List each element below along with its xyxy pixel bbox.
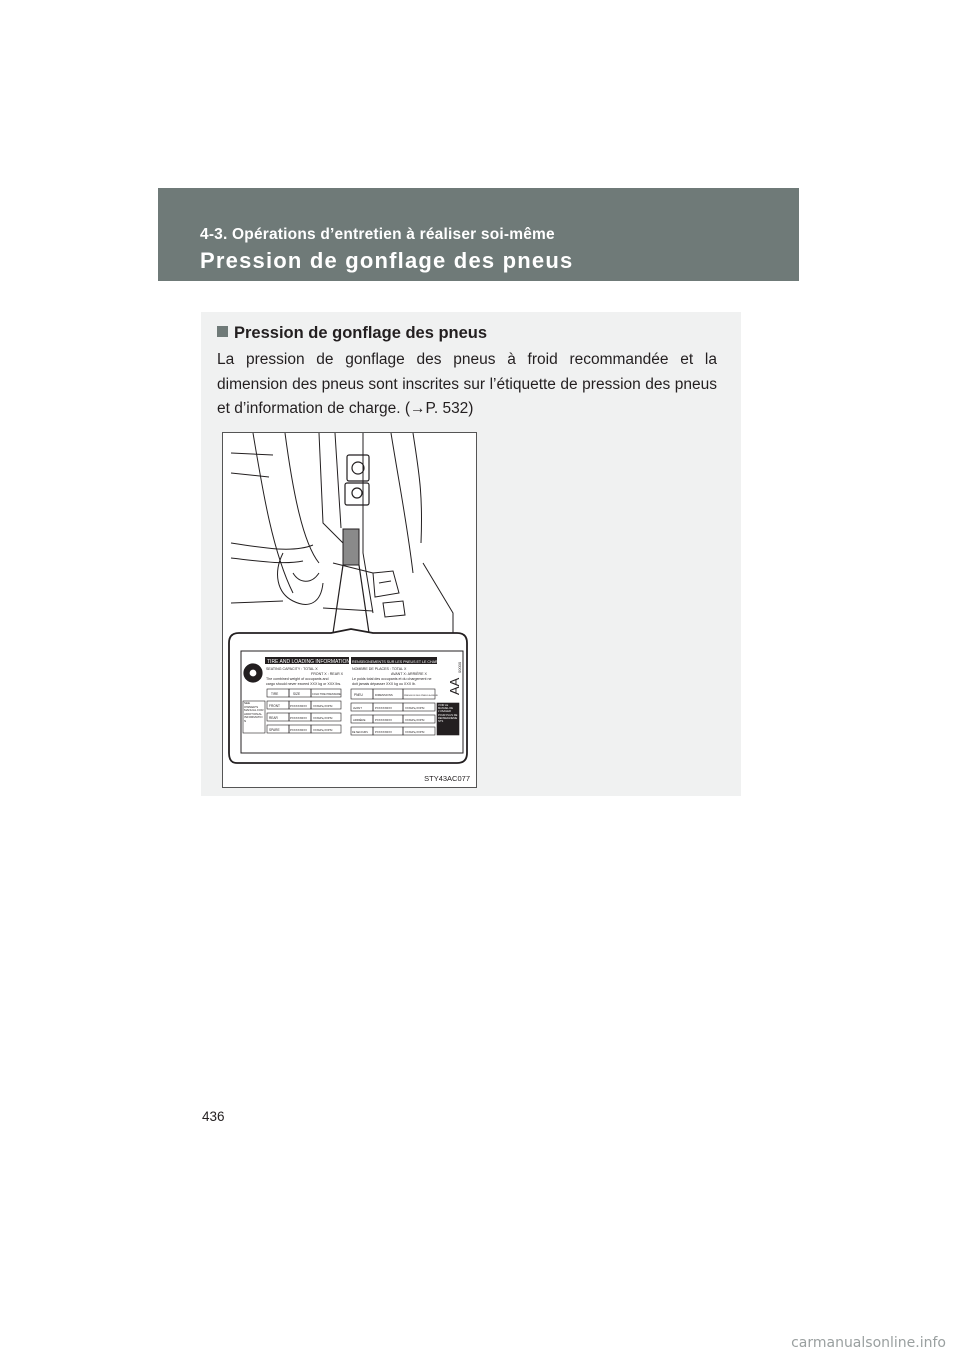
label-en-row-front: FRONT: [269, 704, 280, 708]
label-fr-avant: AVANT X: ARRIÈRE X: [391, 672, 427, 676]
watermark: carmanualsonline.info: [791, 1335, 946, 1351]
label-en-capacity: SEATING CAPACITY : TOTAL X: [266, 667, 318, 671]
figure-code: STY43AC077: [424, 774, 470, 783]
body-paragraph: La pression de gonflage des pneus à froid recommandée et la dimension des pneus sont inscrites sur l’étiquette de pression des pneus et d’information de charge. (→P. 532): [217, 351, 717, 417]
label-en-header-size: SIZE: [293, 692, 301, 696]
label-en-row-rear-size: PXXXXXRXX: [290, 716, 307, 720]
page-title: Pression de gonflage des pneus: [200, 248, 574, 273]
label-en-header-pressure: COLD TIRE PRESSURE: [312, 693, 341, 696]
label-en-row-rear: REAR: [269, 716, 278, 720]
label-fr-title: RENSEIGNEMENTS SUR LES PNEUS ET LE CHARGEMENT: [352, 660, 453, 664]
label-fr-header-pneu: PNEU: [354, 693, 363, 697]
label-fr-poids-1: Le poids total des occupants et du chargement ne: [352, 677, 432, 681]
label-en-row-spare-pressure: XXXkPa,XXPSI: [313, 728, 333, 732]
door-pillar-drawing: [223, 433, 476, 787]
label-en-title: TIRE AND LOADING INFORMATION: [267, 659, 350, 665]
label-fr-header-pressure: PRESSION DES PNEUS À FROID: [404, 695, 439, 697]
label-en-row-front-pressure: XXXkPa,XXPSI: [313, 704, 333, 708]
subheading-text: Pression de gonflage des pneus: [234, 324, 488, 342]
label-en-side: SEE OWNER'S MANUAL FOR ADDITIONAL INFORMATION: [244, 701, 264, 723]
label-en-row-rear-pressure: XXXkPa,XXPSI: [313, 716, 333, 720]
label-fr-side: VOIR LE MANUEL DE L'USAGER POUR PLUS DE RENSEIGNEMENTS: [438, 704, 458, 724]
chapter-header: [158, 188, 799, 281]
label-fr-row-secours-pressure: XXXkPa,XXPSI: [405, 730, 425, 734]
label-fr-row-secours-size: PXXXXXRXX: [375, 730, 392, 734]
label-fr-row-arriere-pressure: XXXkPa,XXPSI: [405, 718, 425, 722]
label-fr-header-dimensions: DIMENSIONS: [375, 693, 393, 697]
label-code-small: 00000: [457, 661, 462, 673]
label-en-combined-1: The combined weight of occupants and: [266, 677, 329, 681]
subheading: [217, 324, 487, 343]
page-number: 436: [202, 1109, 225, 1124]
square-bullet-icon: [217, 326, 228, 337]
label-en-header-tire: TIRE: [271, 692, 279, 696]
content-box: [201, 312, 741, 796]
label-fr-row-secours: DE SECOURS: [352, 731, 368, 734]
label-fr-row-avant-pressure: XXXkPa,XXPSI: [405, 706, 425, 710]
label-fr-row-arriere: ARRIÈRE: [353, 718, 366, 722]
label-code-big: AA: [447, 677, 462, 695]
label-fr-row-arriere-size: PXXXXXRXX: [375, 718, 392, 722]
section-label: 4-3. Opérations d’entretien à réaliser soi-même: [200, 226, 555, 243]
label-fr-poids-2: doit jamais dépasser XXX kg ou XXX lb.: [352, 682, 416, 686]
label-en-row-front-size: PXXXXXRXX: [290, 704, 307, 708]
label-fr-row-avant-size: PXXXXXRXX: [375, 706, 392, 710]
label-fr-row-avant: AVANT: [353, 706, 362, 710]
label-en-row-spare: SPARE: [269, 728, 280, 732]
label-en-front-rear: FRONT X : REAR X: [311, 672, 344, 676]
tire-label-illustration: [222, 432, 477, 788]
label-fr-places: NOMBRE DE PLACES : TOTAL X: [352, 667, 407, 671]
label-en-row-spare-size: PXXXXXRXX: [290, 728, 307, 732]
label-en-combined-2: cargo should never exceed XXX kg or XXX lbs.: [266, 682, 342, 686]
